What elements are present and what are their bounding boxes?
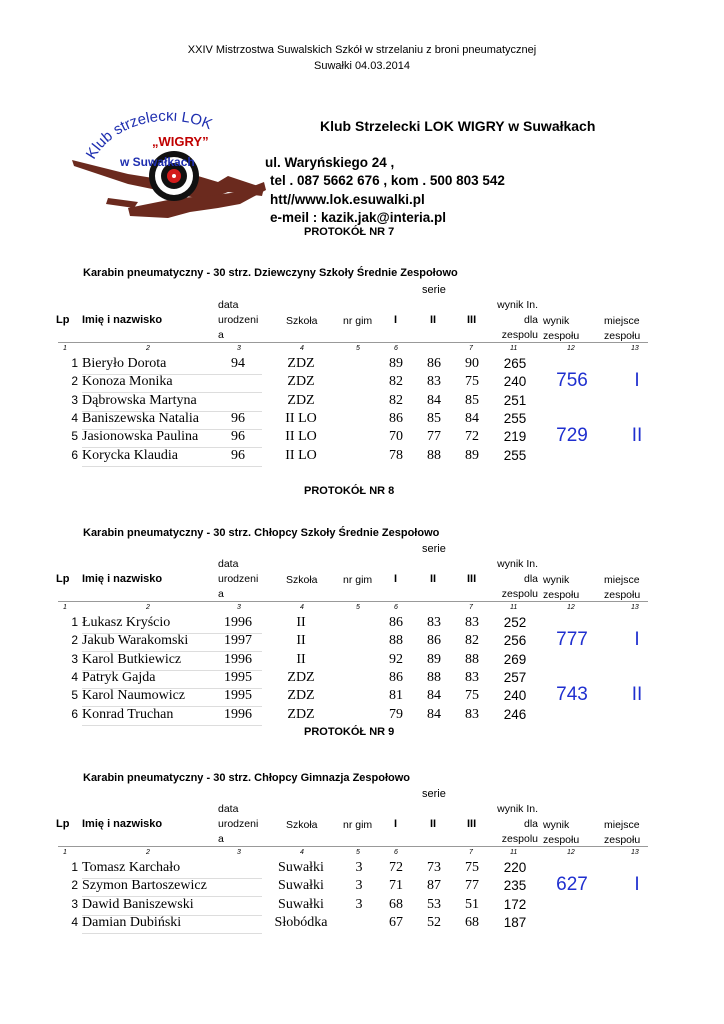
col-indiv: wynik In.: [497, 558, 538, 570]
cell-s1: 88: [389, 633, 403, 649]
column-number: 3: [237, 849, 241, 856]
column-number: 5: [356, 604, 360, 611]
cell-s1: 82: [389, 374, 403, 390]
cell-s2: 88: [427, 669, 441, 685]
col-nrgim: nr gim: [343, 819, 373, 831]
serie-label: serie: [422, 788, 446, 800]
cell-lp: 5: [71, 688, 78, 703]
cell-lp: 6: [71, 706, 78, 721]
cell-lp: 4: [71, 410, 78, 425]
column-number: 6: [394, 345, 398, 352]
col-name: Imię i nazwisko: [82, 818, 163, 830]
col-birth: a: [218, 329, 224, 341]
col-indiv: dla: [523, 314, 538, 326]
col-indiv: wynik In.: [497, 803, 538, 815]
cell-school: ZDZ: [287, 688, 315, 704]
column-number: 12: [567, 345, 575, 352]
col-team: wynik: [543, 315, 570, 327]
column-number: 2: [146, 604, 150, 611]
cell-s1: 86: [389, 615, 403, 630]
cell-total: 235: [503, 878, 527, 894]
cell-name: Dąbrowska Martyna: [82, 392, 197, 408]
column-number: 12: [567, 604, 575, 611]
cell-s1: 81: [389, 688, 403, 704]
row-divider: [82, 725, 262, 726]
col-place: zespołu: [604, 589, 641, 601]
cell-lp: 1: [71, 615, 78, 629]
column-number: 7: [469, 849, 473, 856]
column-number: 13: [631, 604, 639, 611]
cell-total: 219: [503, 429, 527, 445]
col-nrgim: nr gim: [343, 574, 373, 586]
cell-birth: 94: [231, 356, 245, 371]
cell-total: 251: [503, 392, 527, 408]
col-serie-3: III: [467, 818, 477, 830]
column-number: 5: [356, 345, 360, 352]
cell-birth: 96: [231, 429, 245, 445]
cell-s3: 85: [465, 392, 479, 408]
protocol-title: PROTOKÓŁ NR 9: [304, 726, 395, 738]
cell-name: Karol Naumowicz: [82, 688, 186, 704]
col-serie-2: II: [430, 314, 437, 326]
cell-total: 257: [503, 669, 527, 685]
cell-total: 252: [503, 615, 527, 630]
cell-name: Tomasz Karchało: [82, 860, 181, 875]
cell-name: Jasionowska Paulina: [82, 429, 199, 445]
column-number: 11: [510, 849, 518, 856]
col-school: Szkoła: [286, 574, 318, 586]
club-address: ul. Waryńskiego 24 ,: [265, 155, 395, 170]
cell-s1: 86: [389, 410, 403, 426]
cell-s2: 86: [427, 356, 441, 371]
cell-birth: 1996: [224, 615, 252, 630]
header-divider: [58, 846, 648, 847]
column-number: 6: [394, 604, 398, 611]
cell-s3: 82: [465, 633, 479, 649]
col-birth: urodzeni: [218, 573, 259, 585]
cell-school: ZDZ: [287, 706, 315, 722]
cell-s2: 86: [427, 633, 441, 649]
col-serie-1: I: [394, 573, 398, 585]
cell-s3: 89: [465, 447, 479, 463]
col-birth: data: [218, 803, 239, 815]
column-number: 4: [300, 849, 304, 856]
col-lp: Lp: [56, 314, 70, 326]
column-number: 13: [631, 849, 639, 856]
cell-s1: 89: [389, 356, 403, 371]
cell-s3: 77: [465, 878, 479, 894]
col-serie-1: I: [394, 314, 398, 326]
cell-birth: 1996: [224, 706, 252, 722]
cell-total: 265: [503, 356, 527, 371]
logo-arc-text: Klub strzelecki LOK: [82, 112, 215, 163]
col-lp: Lp: [56, 573, 70, 585]
cell-name: Jakub Warakomski: [82, 633, 189, 649]
cell-s1: 72: [389, 860, 403, 875]
cell-school: ZDZ: [287, 392, 315, 408]
event-date: Suwałki 04.03.2014: [313, 60, 410, 72]
column-number: 11: [510, 345, 518, 352]
club-logo: [68, 112, 268, 232]
col-nrgim: nr gim: [343, 315, 373, 327]
col-birth: urodzeni: [218, 314, 259, 326]
cell-birth: 1997: [224, 633, 252, 649]
row-divider: [82, 933, 262, 934]
col-indiv: wynik In.: [497, 299, 538, 311]
cell-total: 255: [503, 410, 527, 426]
row-divider: [82, 466, 262, 467]
team-place: I: [634, 874, 640, 896]
cell-gim: 3: [355, 896, 363, 912]
cell-birth: 96: [231, 410, 245, 426]
cell-total: 246: [503, 706, 527, 722]
event-title: XXIV Mistrzostwa Suwalskich Szkół w strzelaniu z broni pneumatycznej: [187, 44, 537, 56]
col-team: zespołu: [543, 330, 580, 342]
cell-s1: 67: [389, 914, 403, 930]
cell-lp: 5: [71, 429, 78, 444]
cell-s1: 82: [389, 392, 403, 408]
cell-s2: 52: [427, 914, 441, 930]
col-indiv: zespolu: [501, 329, 538, 341]
cell-birth: 1995: [224, 688, 252, 704]
team-place: I: [634, 629, 640, 651]
col-place: zespołu: [604, 330, 641, 342]
col-indiv: dla: [523, 818, 538, 830]
cell-s1: 86: [389, 669, 403, 685]
column-number: 1: [63, 849, 67, 856]
club-name: Klub Strzelecki LOK WIGRY w Suwałkach: [320, 118, 596, 134]
cell-s2: 84: [427, 706, 441, 722]
column-number: 2: [146, 345, 150, 352]
team-score: 756: [556, 370, 588, 392]
cell-lp: 1: [71, 860, 78, 874]
cell-total: 256: [503, 633, 527, 649]
cell-s2: 83: [427, 374, 441, 390]
team-score: 627: [556, 874, 588, 896]
cell-s3: 83: [465, 615, 479, 630]
cell-s3: 75: [465, 374, 479, 390]
cell-s3: 83: [465, 706, 479, 722]
cell-birth: 1995: [224, 669, 252, 685]
cell-school: Suwałki: [278, 860, 324, 875]
cell-lp: 4: [71, 914, 78, 929]
cell-s3: 68: [465, 914, 479, 930]
cell-s2: 85: [427, 410, 441, 426]
cell-name: Konrad Truchan: [82, 706, 174, 722]
col-place: miejsce: [604, 315, 640, 327]
section-title: Karabin pneumatyczny - 30 strz. Chłopcy Gimnazja Zespołowo: [83, 772, 411, 784]
column-number: 7: [469, 345, 473, 352]
column-number: 3: [237, 604, 241, 611]
col-indiv: dla: [523, 573, 538, 585]
cell-s1: 92: [389, 651, 403, 667]
column-number: 1: [63, 604, 67, 611]
cell-s2: 53: [427, 896, 441, 912]
cell-s2: 88: [427, 447, 441, 463]
col-team: zespołu: [543, 834, 580, 846]
cell-s3: 84: [465, 410, 479, 426]
col-birth: data: [218, 299, 239, 311]
cell-name: Baniszewska Natalia: [82, 410, 200, 426]
col-school: Szkoła: [286, 819, 318, 831]
cell-s1: 70: [389, 429, 403, 445]
cell-school: II: [296, 651, 306, 667]
header-divider: [58, 342, 648, 343]
cell-s3: 51: [465, 896, 479, 912]
cell-lp: 3: [71, 392, 78, 407]
cell-s3: 72: [465, 429, 479, 445]
cell-school: II: [296, 633, 306, 649]
cell-school: II LO: [285, 410, 317, 426]
cell-s1: 78: [389, 447, 403, 463]
cell-s3: 75: [465, 688, 479, 704]
cell-total: 269: [503, 651, 527, 667]
col-indiv: zespolu: [501, 588, 538, 600]
cell-school: ZDZ: [287, 374, 315, 390]
cell-s2: 89: [427, 651, 441, 667]
column-number: 3: [237, 345, 241, 352]
cell-s2: 83: [427, 615, 441, 630]
logo-name: „WIGRY”: [152, 134, 209, 149]
team-score: 777: [556, 629, 588, 651]
column-number: 4: [300, 604, 304, 611]
cell-school: ZDZ: [287, 669, 315, 685]
cell-name: Patryk Gajda: [82, 669, 156, 685]
column-number: 13: [631, 345, 639, 352]
cell-name: Łukasz Kryścio: [82, 615, 171, 630]
section-title: Karabin pneumatyczny - 30 strz. Dziewczyny Szkoły Średnie Zespołowo: [83, 267, 458, 279]
cell-gim: 3: [355, 878, 363, 894]
cell-name: Szymon Bartoszewicz: [82, 878, 207, 894]
cell-s2: 84: [427, 392, 441, 408]
serie-label: serie: [422, 284, 446, 296]
cell-total: 172: [503, 896, 527, 912]
col-name: Imię i nazwisko: [82, 573, 163, 585]
section-title: Karabin pneumatyczny - 30 strz. Chłopcy Szkoły Średnie Zespołowo: [83, 527, 440, 539]
col-birth: urodzeni: [218, 818, 259, 830]
col-team: wynik: [543, 574, 570, 586]
cell-lp: 3: [71, 651, 78, 666]
cell-lp: 2: [71, 374, 78, 389]
cell-s2: 87: [427, 878, 441, 894]
cell-total: 255: [503, 447, 527, 463]
col-name: Imię i nazwisko: [82, 314, 163, 326]
cell-school: ZDZ: [287, 356, 315, 371]
column-number: 4: [300, 345, 304, 352]
column-number: 5: [356, 849, 360, 856]
cell-lp: 3: [71, 896, 78, 911]
col-place: miejsce: [604, 574, 640, 586]
cell-school: Suwałki: [278, 878, 324, 894]
cell-total: 220: [503, 860, 527, 875]
cell-lp: 4: [71, 669, 78, 684]
col-lp: Lp: [56, 818, 70, 830]
club-www: htt//www.lok.esuwalki.pl: [270, 192, 425, 207]
column-number: 7: [469, 604, 473, 611]
serie-label: serie: [422, 543, 446, 555]
col-serie-2: II: [430, 818, 437, 830]
cell-name: Korycka Klaudia: [82, 447, 179, 463]
cell-name: Konoza Monika: [82, 374, 173, 390]
cell-school: II LO: [285, 447, 317, 463]
cell-birth: 1996: [224, 651, 252, 667]
cell-s2: 84: [427, 688, 441, 704]
cell-name: Karol Butkiewicz: [82, 651, 182, 667]
team-place: II: [631, 425, 643, 447]
col-serie-1: I: [394, 818, 398, 830]
cell-name: Dawid Baniszewski: [82, 896, 194, 912]
cell-s3: 75: [465, 860, 479, 875]
cell-birth: 96: [231, 447, 245, 463]
col-birth: a: [218, 588, 224, 600]
team-place: II: [631, 684, 643, 706]
cell-s3: 83: [465, 669, 479, 685]
cell-s2: 73: [427, 860, 441, 875]
column-number: 11: [510, 604, 518, 611]
cell-total: 240: [503, 688, 527, 704]
cell-total: 187: [503, 914, 527, 930]
column-number: 6: [394, 849, 398, 856]
col-serie-2: II: [430, 573, 437, 585]
cell-s2: 77: [427, 429, 441, 445]
cell-s1: 79: [389, 706, 403, 722]
cell-s1: 68: [389, 896, 403, 912]
col-birth: a: [218, 833, 224, 845]
col-indiv: zespolu: [501, 833, 538, 845]
cell-lp: 2: [71, 633, 78, 648]
logo-city: w Suwałkach: [120, 155, 195, 169]
cell-school: Suwałki: [278, 896, 324, 912]
club-email: e-meil : kazik.jak@interia.pl: [270, 210, 446, 225]
cell-lp: 2: [71, 878, 78, 893]
cell-lp: 6: [71, 447, 78, 462]
cell-school: II: [296, 615, 306, 630]
cell-school: Słobódka: [274, 914, 328, 930]
col-serie-3: III: [467, 573, 477, 585]
cell-total: 240: [503, 374, 527, 390]
col-place: zespołu: [604, 834, 641, 846]
team-score: 743: [556, 684, 588, 706]
header-divider: [58, 601, 648, 602]
cell-name: Damian Dubiński: [82, 914, 182, 930]
club-phone: tel . 087 5662 676 , kom . 500 803 542: [270, 173, 505, 188]
col-school: Szkoła: [286, 315, 318, 327]
col-birth: data: [218, 558, 239, 570]
column-number: 1: [63, 345, 67, 352]
col-place: miejsce: [604, 819, 640, 831]
team-score: 729: [556, 425, 588, 447]
cell-name: Bieryło Dorota: [82, 356, 167, 371]
cell-s1: 71: [389, 878, 403, 894]
col-team: zespołu: [543, 589, 580, 601]
cell-school: II LO: [285, 429, 317, 445]
cell-gim: 3: [355, 860, 363, 875]
cell-s3: 88: [465, 651, 479, 667]
column-number: 12: [567, 849, 575, 856]
cell-s3: 90: [465, 356, 479, 371]
cell-lp: 1: [71, 356, 78, 370]
protocol-title: PROTOKÓŁ NR 7: [304, 226, 395, 238]
protocol-title: PROTOKÓŁ NR 8: [304, 485, 395, 497]
col-serie-3: III: [467, 314, 477, 326]
team-place: I: [634, 370, 640, 392]
col-team: wynik: [543, 819, 570, 831]
column-number: 2: [146, 849, 150, 856]
